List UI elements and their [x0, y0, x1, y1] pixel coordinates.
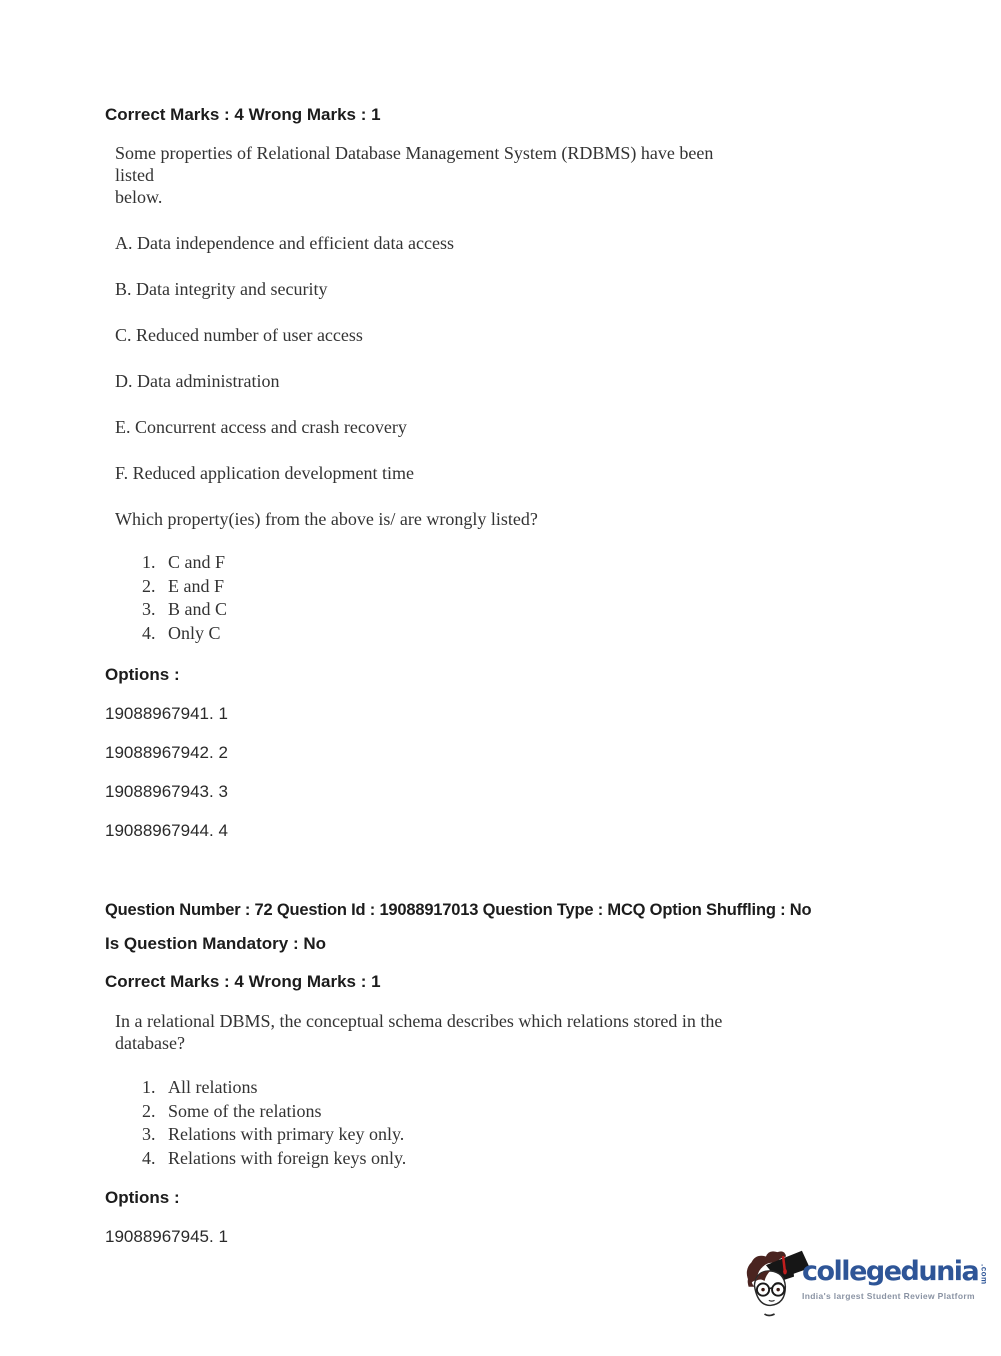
choice-text: E and F	[168, 575, 224, 596]
property-item-d: D. Data administration	[115, 371, 280, 391]
choice-number: 3.	[142, 1124, 156, 1144]
answer-choices	[142, 1076, 905, 1170]
property-item-c: C. Reduced number of user access	[115, 325, 363, 345]
property-item-f: F. Reduced application development time	[115, 463, 414, 483]
choice-row	[142, 575, 905, 599]
question-header-line: Question Number : 72 Question Id : 19088917013 Question Type : MCQ Option Shuffling : No	[105, 901, 812, 919]
choice-text: C and F	[168, 552, 226, 572]
choice-row	[142, 622, 905, 646]
option-id-row: 19088967941. 1	[105, 704, 228, 723]
choice-row	[142, 1100, 905, 1124]
property-item-a: A. Data independence and efficient data access	[115, 233, 454, 253]
brand-suffix: .com	[979, 1264, 989, 1285]
choice-number: 3.	[142, 599, 156, 619]
property-item-e: E. Concurrent access and crash recovery	[115, 417, 407, 437]
choice-row	[142, 1123, 905, 1147]
brand-text	[802, 1256, 988, 1301]
choice-text: B and C	[168, 599, 228, 619]
options-label: Options :	[105, 665, 180, 684]
mandatory-line: Is Question Mandatory : No	[105, 934, 327, 953]
question-body	[115, 1010, 775, 1054]
choice-number: 2.	[142, 575, 156, 596]
question-intro-line: below.	[115, 187, 163, 207]
question-body-line: In a relational DBMS, the conceptual schema describes which relations stored in the	[115, 1011, 723, 1031]
answer-choices	[142, 551, 905, 645]
option-id-row: 19088967945. 1	[105, 1227, 228, 1246]
choice-row	[142, 598, 905, 622]
option-id-row: 19088967944. 4	[105, 821, 228, 840]
choice-number: 1.	[142, 552, 156, 572]
choice-row	[142, 1076, 905, 1100]
question-block-71	[105, 0, 905, 841]
options-label: Options :	[105, 1188, 180, 1207]
question-block-72	[105, 900, 905, 1247]
brand-tagline: India's largest Student Review Platform	[802, 1291, 975, 1301]
question-intro-line: Some properties of Relational Database Management System (RDBMS) have been listed	[115, 143, 714, 185]
marks-line: Correct Marks : 4 Wrong Marks : 1	[105, 972, 381, 991]
collegedunia-logo	[740, 1246, 989, 1336]
choice-text: Only C	[168, 622, 221, 643]
page-content	[105, 0, 905, 1247]
brand-wordmark: collegedunia	[802, 1256, 979, 1287]
choice-text: Relations with primary key only.	[168, 1124, 405, 1144]
question-intro	[115, 142, 755, 208]
marks-line: Correct Marks : 4 Wrong Marks : 1	[105, 105, 381, 124]
choice-text: Relations with foreign keys only.	[168, 1147, 407, 1168]
question-prompt: Which property(ies) from the above is/ are wrongly listed?	[115, 509, 538, 529]
choice-row	[142, 551, 905, 575]
choice-row	[142, 1147, 905, 1171]
choice-number: 2.	[142, 1100, 156, 1121]
choice-number: 1.	[142, 1077, 156, 1097]
choice-text: Some of the relations	[168, 1100, 322, 1121]
option-id-row: 19088967943. 3	[105, 782, 228, 801]
question-body-line: database?	[115, 1033, 185, 1053]
choice-number: 4.	[142, 622, 156, 643]
choice-number: 4.	[142, 1147, 156, 1168]
choice-text: All relations	[168, 1077, 258, 1097]
option-id-row: 19088967942. 2	[105, 743, 228, 762]
property-item-b: B. Data integrity and security	[115, 279, 328, 299]
